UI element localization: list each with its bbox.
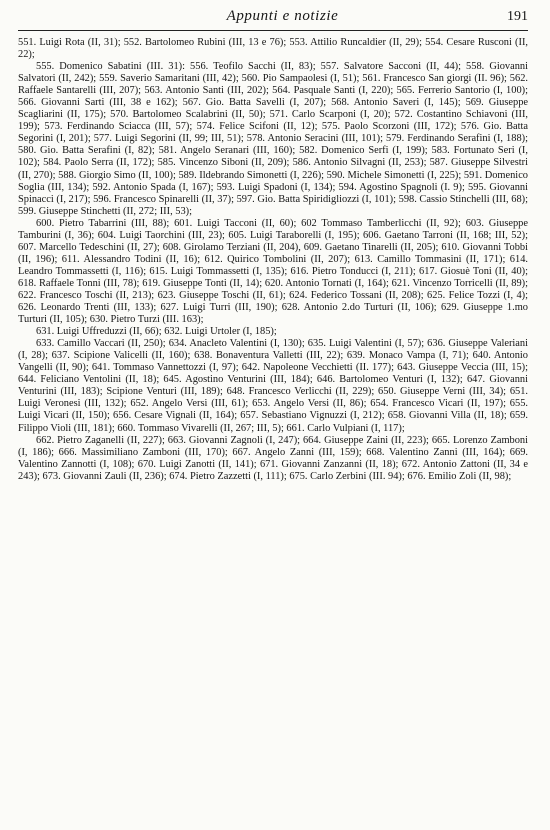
page-body bbox=[18, 37, 528, 483]
paragraph: 600. Pietro Tabarrini (III, 88); 601. Luigi Tacconi (II, 60); 602 Tommaso Tamberlicchi (II, 92); 603. Giuseppe Tamburini (I, 36); 604. Luigi Taorchini (III, 23); 605. Luigi Taraborelli (I, 195); 606. Gaetano Tarroni (II, 168; III, 52); 607. Marcello Tedeschini (II, 27); 608. Girolamo Terziani (II, 204), 609. Gaetano Tinarelli (II, 205); 610. Giovanni Tobbi (II, 196); 611. Alessandro Todini (II, 16); 612. Quirico Tombolini (II, 207); 613. Camillo Tommasini (II, 171); 614. Leandro Tommassetti (I, 116); 615. Luigi Tommassetti (I, 135); 616. Pietro Tonducci (I, 211); 617. Giosuè Toni (II, 40); 618. Raffaele Tonni (III, 78); 619. Giuseppe Tonti (II, 14); 620. Antonio Tornati (I, 164); 621. Vincenzo Torricelli (II, 89); 622. Francesco Toschi (II, 213); 623. Giuseppe Toschi (II, 61); 624. Federico Tossani (II, 208); 625. Felice Tozzi (I, 4); 626. Leonardo Trenti (III, 133); 627. Luigi Turri (III, 190); 628. Antonio 2.do Turturi (II, 106); 629. Giuseppe 1.mo Turturi (II, 105); 630. Pietro Turzi (III. 163); bbox=[18, 217, 528, 326]
paragraph: 551. Luigi Rota (II, 31); 552. Bartolomeo Rubini (III, 13 e 76); 553. Attilio Runcaldier (II, 29); 554. Cesare Rusconi (II, 22); bbox=[18, 37, 528, 61]
paragraph: 633. Camillo Vaccari (II, 250); 634. Anacleto Valentini (I, 130); 635. Luigi Valentini (I, 57); 636. Giuseppe Valeriani (I, 28); 637. Scipione Valicelli (II, 160); 638. Bonaventura Valletti (III, 22); 639. Monaco Vampa (I, 71); 640. Antonio Vangelli (II, 90); 641. Tommaso Vannettozzi (I, 97); 642. Napoleone Vecchietti (II. 177); 643. Giuseppe Veccia (III, 15); 644. Feliciano Ventolini (II, 18); 645. Agostino Venturini (III, 184); 646. Bartolomeo Venturi (I, 132); 647. Giovanni Venturini (III, 183); Scipione Venturi (III, 189); 648. Francesco Verlicchi (II, 229); 650. Giuseppe Verni (III, 34); 651. Luigi Veronesi (III, 132); 652. Angelo Versi (III, 61); 653. Angelo Versi (II, 86); 654. Francesco Vicari (II, 197); 655. Luigi Vicari (II, 150); 656. Cesare Vignali (II, 164); 657. Sebastiano Vignuzzi (I, 212); 658. Giovanni Villa (II, 18); 659. Filippo Violi (III, 181); 660. Tommaso Vivarelli (II, 267; III, 5); 661. Carlo Vulpiani (I, 117); bbox=[18, 338, 528, 434]
paragraph: 555. Domenico Sabatini (III. 31): 556. Teofilo Sacchi (II, 83); 557. Salvatore Sacconi (II, 44); 558. Giovanni Salvatori (II, 242); 559. Saverio Samaritani (III, 42); 560. Pio Sampaolesi (I, 51); 561. Francesco San giorgi (II. 96); 562. Raffaele Santarelli (III, 207); 563. Antonio Santi (III, 202); 564. Pasquale Santi (I, 220); 565. Ferrerio Santorio (I, 100); 566. Giovanni Sarti (III, 38 e 162); 567. Gio. Batta Savelli (I, 207); 568. Antonio Saveri (I, 145); 569. Giuseppe Scagliarini (II, 175); 570. Bartolomeo Scalabrini (II, 50); 571. Carlo Scarponi (I, 20); 572. Costantino Schiavoni (III, 199); 573. Ferdinando Sciacca (III, 57); 574. Felice Scifoni (II, 12); 575. Paolo Scorzoni (III, 172); 576. Gio. Batta Segorini (I, 201); 577. Luigi Segorini (II, 99; III, 51); 578. Antonio Seracini (III, 101); 579. Ferdinando Serafini (I, 188); 580. Gio. Batta Serafini (I, 82); 581. Angelo Seranari (III, 160); 582. Domenico Serfi (I, 199); 583. Fortunato Seri (I, 102); 584. Paolo Serra (II, 172); 585. Vincenzo Siboni (II, 209); 586. Antonio Silvagni (II, 253); 587. Giuseppe Silvestri (II, 270); 588. Giorgio Simo (II, 100); 589. Ildebrando Simonetti (I, 226); 590. Michele Simonetti (I, 225); 591. Domenico Soglia (III, 134); 592. Antonio Spada (I, 167); 593. Luigi Spadoni (I, 134); 594. Agostino Spagnoli (I. 9); 595. Giovanni Spinacci (I, 217); 596. Francesco Spinarelli (II, 37); 597. Gio. Batta Spiridigliozzi (I, 101); 598. Cassio Stinchelli (III, 68); 599. Giuseppe Stinchetti (II, 272; III, 53); bbox=[18, 61, 528, 217]
paragraph: 631. Luigi Uffreduzzi (II, 66); 632. Luigi Urtoler (I, 185); bbox=[36, 326, 277, 338]
paragraph: 662. Pietro Zaganelli (II, 227); 663. Giovanni Zagnoli (I, 247); 664. Giuseppe Zaini (II, 223); 665. Lorenzo Zamboni (I, 186); 666. Massimiliano Zamboni (III, 170); 667. Angelo Zanni (III, 159); 668. Valentino Zanni (III, 164); 669. Valentino Zannotti (I, 108); 670. Luigi Zanotti (II, 141); 671. Giovanni Zanzanni (II, 18); 672. Antonio Zattoni (II, 34 e 243); 673. Giovanni Zauli (II, 236); 674. Pietro Zazzetti (I, 111); 675. Carlo Zerbini (III. 94); 676. Emilio Zoli (II, 98); bbox=[18, 434, 528, 482]
page-header bbox=[18, 8, 528, 31]
page-number: 191 bbox=[507, 9, 528, 24]
running-title: Appunti e notizie bbox=[226, 8, 339, 24]
